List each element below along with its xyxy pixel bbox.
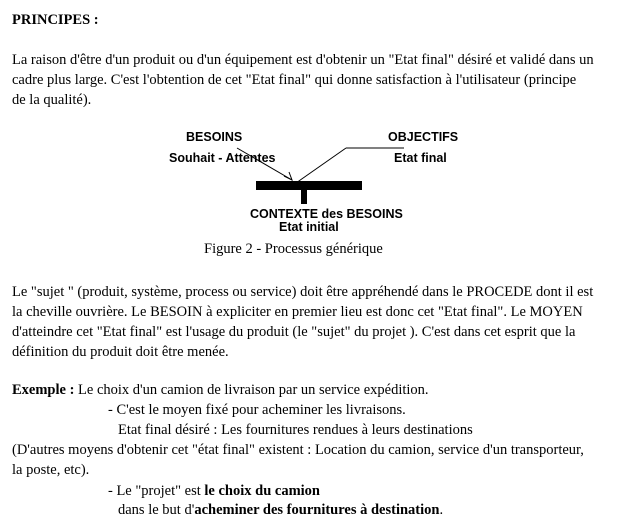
intro-line-2: cadre plus large. C'est l'obtention de cet "Etat final" qui donne satisfaction à l'utilisateur (principe bbox=[12, 72, 577, 88]
etat-initial-label: Etat initial bbox=[279, 220, 339, 234]
body-line-4: définition du produit doit être menée. bbox=[12, 344, 229, 360]
example-etat-final: Etat final désiré : Les fournitures rendues à leurs destinations bbox=[118, 422, 473, 438]
example-intro: Le choix d'un camion de livraison par un service expédition. bbox=[74, 382, 429, 398]
process-bar bbox=[256, 181, 362, 190]
example-moyen: - C'est le moyen fixé pour acheminer les livraisons. bbox=[108, 402, 406, 418]
but-suffix: . bbox=[439, 502, 444, 518]
example-line bbox=[12, 380, 429, 400]
projet-prefix: - Le "projet" est bbox=[108, 483, 205, 499]
page-heading: PRINCIPES : bbox=[12, 12, 99, 28]
example-autres-line-2: la poste, etc). bbox=[12, 462, 90, 478]
body-line-3: d'atteindre cet "Etat final" est l'usage du produit (le "sujet" du projet ). C'est dans cet esprit que la bbox=[12, 324, 576, 340]
but-bold: acheminer des fournitures à destination bbox=[194, 502, 440, 518]
etat-final-label: Etat final bbox=[394, 151, 447, 165]
objectifs-label: OBJECTIFS bbox=[388, 130, 459, 144]
figure-caption: Figure 2 - Processus générique bbox=[204, 241, 383, 257]
besoins-label: BESOINS bbox=[186, 130, 243, 144]
contexte-label: CONTEXTE des BESOINS bbox=[250, 207, 403, 221]
process-stem bbox=[301, 190, 307, 204]
example-but-line bbox=[118, 500, 443, 520]
example-projet-line bbox=[108, 481, 320, 501]
objectifs-connector-lower bbox=[296, 148, 346, 183]
projet-bold: le choix du camion bbox=[204, 483, 320, 499]
intro-line-1: La raison d'être d'un produit ou d'un équipement est d'obtenir un "Etat final" désiré et validé dans un bbox=[12, 52, 594, 68]
example-label: Exemple : bbox=[12, 382, 75, 398]
body-line-1: Le "sujet " (produit, système, process ou service) doit être appréhendé dans le PROCEDE dont il est bbox=[12, 284, 594, 300]
but-prefix: dans le but d' bbox=[118, 502, 195, 518]
intro-line-3: de la qualité). bbox=[12, 92, 92, 108]
body-line-2: la cheville ouvrière. Le BESOIN à expliciter en premier lieu est donc cet "Etat final". Le MOYEN bbox=[12, 304, 583, 320]
souhait-label: Souhait - Attentes bbox=[169, 151, 276, 165]
example-autres-line-1: (D'autres moyens d'obtenir cet "état final" existent : Location du camion, service d'un transporteur, bbox=[12, 442, 584, 458]
